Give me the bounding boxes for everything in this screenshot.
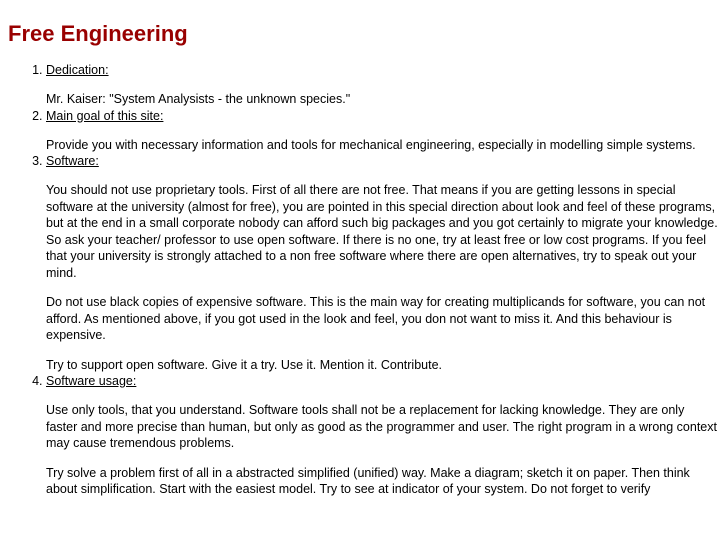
list-item <box>46 62 719 108</box>
list-item <box>46 153 719 373</box>
section-body <box>46 402 719 498</box>
list-item <box>46 108 719 154</box>
section-body <box>46 137 719 154</box>
section-heading: Main goal of this site: <box>46 108 164 123</box>
section-body <box>46 182 719 373</box>
section-heading: Dedication: <box>46 63 109 77</box>
page-title: Free Engineering <box>8 21 188 46</box>
paragraph: Use only tools, that you understand. Software tools shall not be a replacement for lacking knowledge. They are only faster and more precise than human, but only as good as the programmer and user. The right program in a wrong context may cause tremendous problems. <box>46 403 717 450</box>
paragraph: Try to support open software. Give it a try. Use it. Mention it. Contribute. <box>46 357 442 372</box>
section-heading: Software usage: <box>46 374 137 388</box>
outline-list <box>8 62 719 498</box>
paragraph: Do not use black copies of expensive software. This is the main way for creating multiplicands for software, you can not afford. As mentioned above, if you got used in the look and feel, you don not want to miss it. And this behaviour is expensive. <box>46 295 706 342</box>
section-body <box>46 91 719 108</box>
paragraph: You should not use proprietary tools. First of all there are not free. That means if you are getting lessons in special software at the university (almost for free), you are pointed in this special direction about look and feel of these programs, but at the end in a small corporate nobody can afford such big packages and you got certainly to migrate your knowledge. So ask your teacher/ professor to use open software. If there is no one, try at least free or low cost programs. If you feel that your university is strongly attached to a non free software where there are open alternatives, try to speak out your mind. <box>46 183 718 280</box>
paragraph: Try solve a problem first of all in a abstracted simplified (unified) way. Make a diagram; sketch it on paper. Then think about simplification. Start with the easiest model. Try to see at indicator of your system. Do not forget to verify <box>46 465 690 496</box>
paragraph: Provide you with necessary information and tools for mechanical engineering, especially in modelling simple systems. <box>46 137 696 152</box>
section-heading: Software: <box>46 154 99 168</box>
paragraph: Mr. Kaiser: "System Analysists - the unknown species." <box>46 92 351 106</box>
list-item <box>46 373 719 498</box>
